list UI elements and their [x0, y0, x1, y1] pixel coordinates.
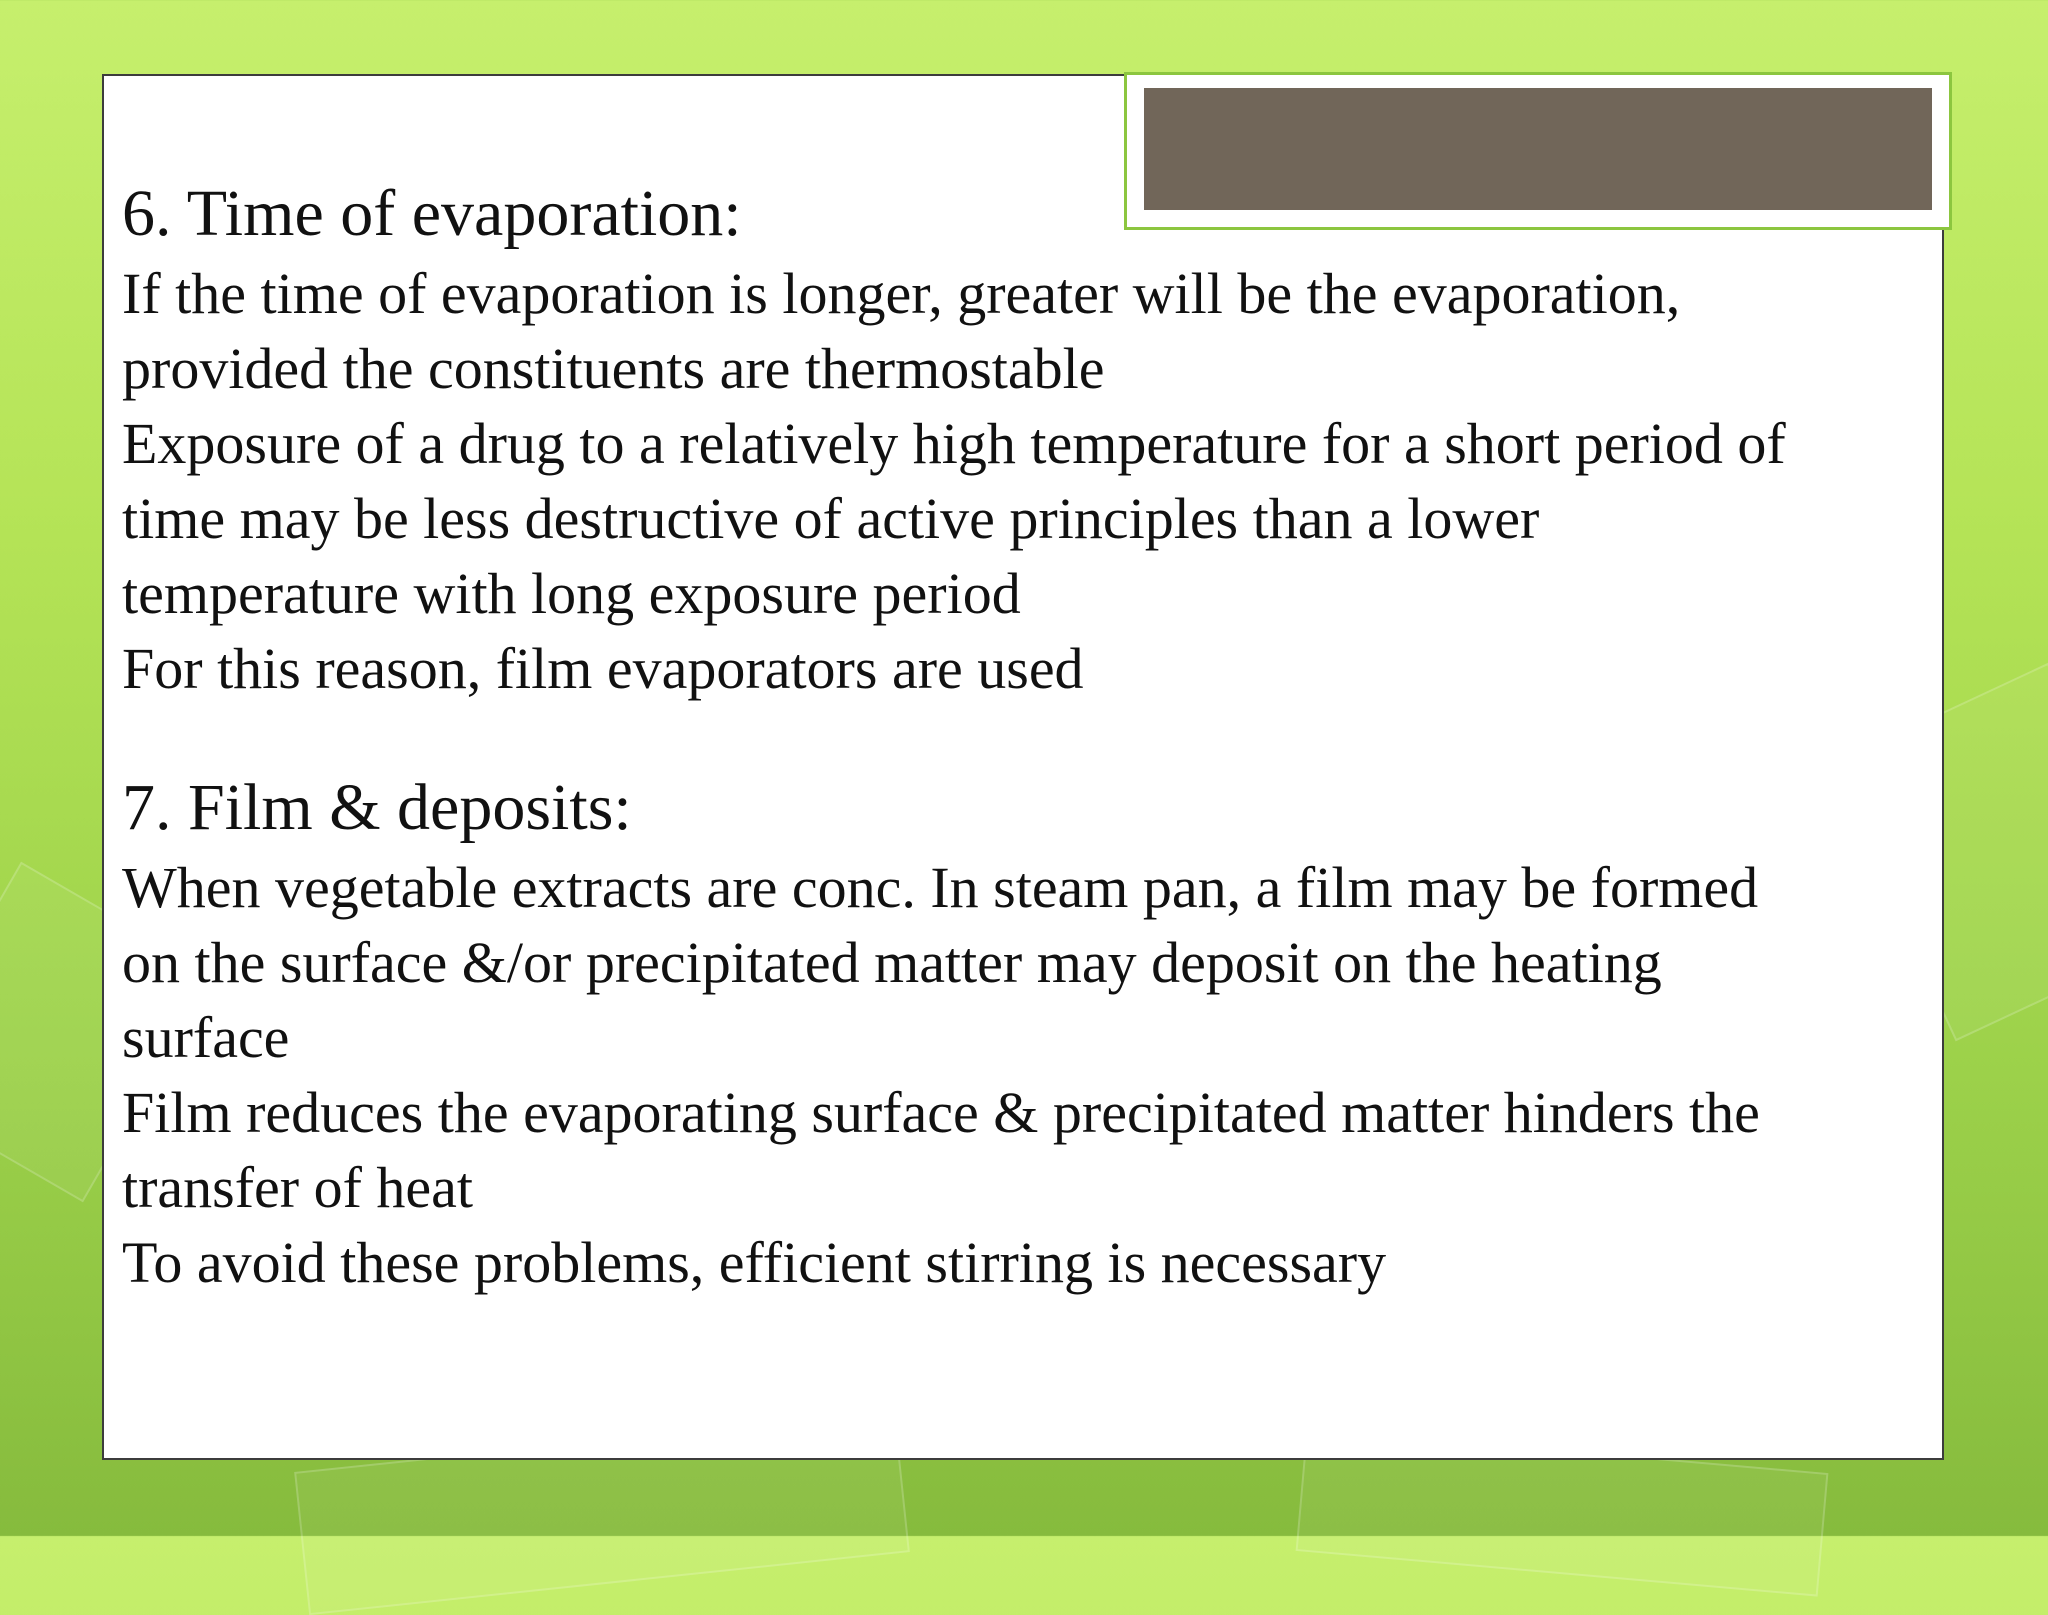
body-line: time may be less destructive of active principles than a lower	[122, 486, 1540, 551]
section-film-and-deposits	[122, 766, 1932, 1300]
body-line: surface	[122, 1005, 290, 1070]
slide-body	[122, 172, 1932, 1300]
section-heading: 7. Film & deposits:	[122, 771, 632, 844]
body-line: transfer of heat	[122, 1155, 474, 1220]
body-line: To avoid these problems, efficient stirring is necessary	[122, 1230, 1387, 1295]
body-line: provided the constituents are thermostable	[122, 336, 1105, 401]
body-line: For this reason, film evaporators are used	[122, 636, 1084, 701]
section-time-of-evaporation	[122, 172, 1932, 706]
body-line: Exposure of a drug to a relatively high temperature for a short period of	[122, 411, 1786, 476]
body-line: temperature with long exposure period	[122, 561, 1021, 626]
body-line: When vegetable extracts are conc. In steam pan, a film may be formed	[122, 855, 1759, 920]
section-heading: 6. Time of evaporation:	[122, 177, 742, 250]
section-spacer	[122, 706, 1932, 766]
body-line: Film reduces the evaporating surface & precipitated matter hinders the	[122, 1080, 1760, 1145]
body-line: on the surface &/or precipitated matter may deposit on the heating	[122, 930, 1662, 995]
body-line: If the time of evaporation is longer, greater will be the evaporation,	[122, 261, 1681, 326]
